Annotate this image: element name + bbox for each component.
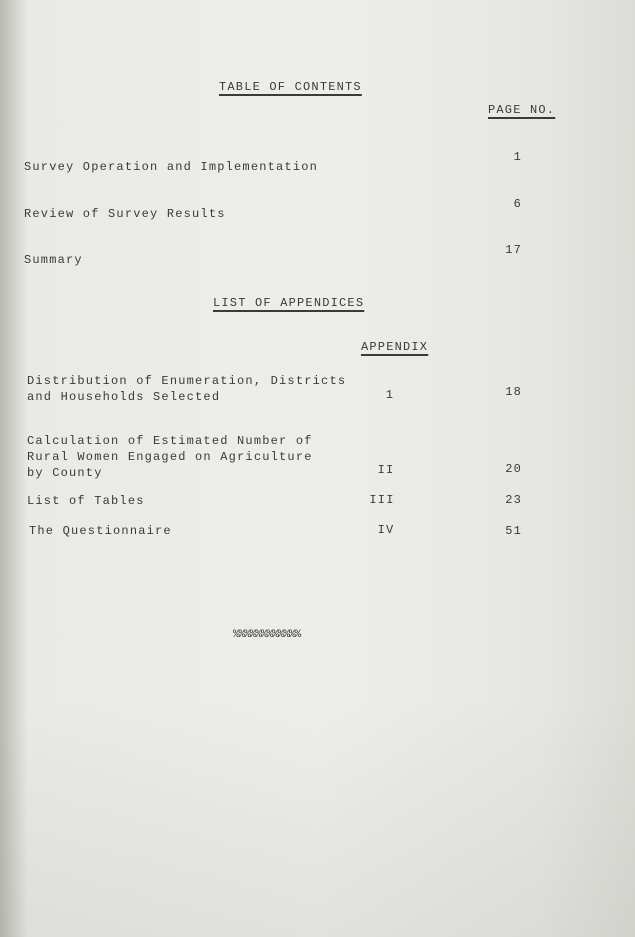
appendix-entry-title-line: Calculation of Estimated Number of	[27, 434, 313, 448]
appendix-entry-title-line: and Households Selected	[27, 390, 221, 404]
toc-heading: TABLE OF CONTENTS	[219, 80, 362, 94]
appendix-page: 18	[505, 385, 522, 399]
toc-entry-page: 6	[513, 197, 522, 211]
toc-entry-page: 1	[513, 150, 522, 164]
toc-entry-title: Summary	[24, 253, 83, 267]
toc-entry-page: 17	[505, 243, 522, 257]
appendix-page: 23	[505, 493, 522, 507]
appendix-entry-title-line: List of Tables	[27, 494, 145, 508]
page-shadow	[0, 700, 635, 937]
appendix-number: 1	[385, 388, 395, 402]
appendix-entry-title-line: Distribution of Enumeration, Districts	[27, 374, 347, 388]
toc-entry-title: Survey Operation and Implementation	[24, 160, 319, 174]
toc-entry-title: Review of Survey Results	[24, 207, 226, 221]
appendix-entry-title-line: Rural Women Engaged on Agriculture	[27, 450, 313, 464]
page-no-header: PAGE NO.	[488, 103, 556, 117]
appendix-entry-title-line: The Questionnaire	[29, 524, 172, 538]
appendices-heading: LIST OF APPENDICES	[213, 296, 365, 310]
appendix-page: 51	[505, 524, 522, 538]
appendix-number: III	[369, 493, 395, 507]
appendix-number: IV	[377, 523, 395, 537]
end-mark: %%%%%%%%%%%%	[233, 629, 301, 641]
appendix-column-header: APPENDIX	[361, 340, 429, 354]
appendix-entry-title-line: by County	[27, 466, 103, 480]
appendix-page: 20	[505, 462, 522, 476]
appendix-number: II	[377, 463, 395, 477]
